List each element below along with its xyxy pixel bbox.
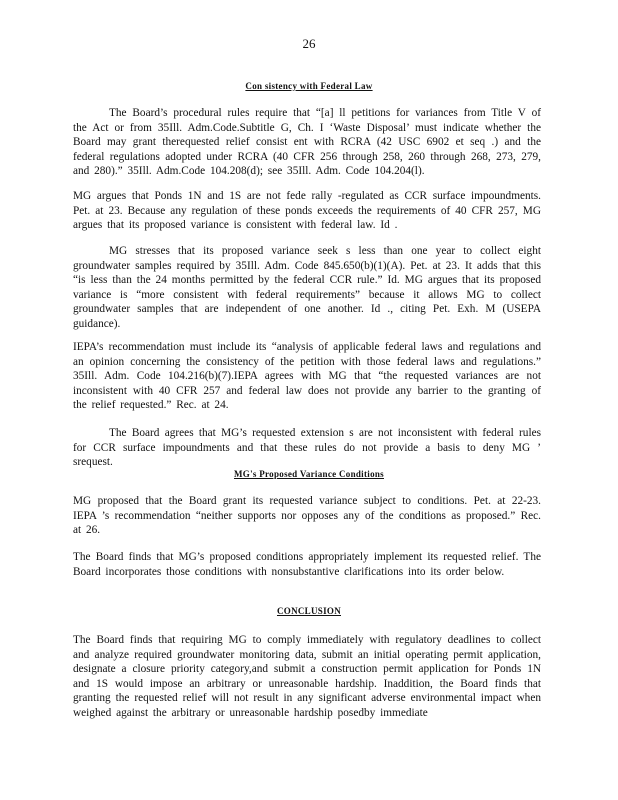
paragraph-board-finds-conditions: The Board finds that MG’s proposed conditions appropriately implement its requested relief. The Board incorporates those conditions with nonsubstantive clarifications into its order below. <box>73 551 541 578</box>
paragraph-mg-stresses: MG stresses that its proposed variance seek s less than one year to collect eight groundwater samples required by 35Ill. Adm. Code 845.650(b)(1)(A). Pet. at 23. It adds that this “is less than the 24 months permitted by the federal CCR rule.” Id. MG argues that its proposed variance is “more consistent with federal requirements” because it allows MG to collect groundwater samples that are independent of one another. Id ., citing Pet. Exh. M (USEPA guidance). <box>73 245 541 330</box>
paragraph-mg-argues-ponds: MG argues that Ponds 1N and 1S are not fede rally -regulated as CCR surface impoundments. Pet. at 23. Because any regulation of these ponds exceeds the requirements of 40 CFR 257, MG argues that its proposed variance is consistent with federal law. Id . <box>73 190 541 232</box>
section-heading-consistency: Con sistency with Federal Law <box>245 81 373 91</box>
paragraph-iepa-recommendation: IEPA’s recommendation must include its “analysis of applicable federal laws and regulations and an opinion concerning the consistency of the petition with those federal laws and regulations.” 35Ill. Adm. Code 104.216(b)(7).IEPA agrees with MG that “the requested variances are not inconsistent with 40 CFR 257 and federal law does not provide any barrier to the granting of the relief requested.” Rec. at 24. <box>73 341 541 412</box>
paragraph-board-agrees: The Board agrees that MG’s requested extension s are not inconsistent with federal rules for CCR surface impoundments and that these rules do not provide a basis to deny MG ’ srequest. <box>73 427 541 469</box>
section-heading-conditions: MG's Proposed Variance Conditions <box>233 469 384 479</box>
section-heading-conclusion: CONCLUSION <box>276 606 341 616</box>
page-number: 26 <box>302 36 316 51</box>
paragraph-conclusion: The Board finds that requiring MG to comply immediately with regulatory deadlines to collect and analyze required groundwater monitoring data, submit an initial operating permit application, designate a closure priority category,and submit a construction permit application for Ponds 1N and 1S would impose an arbitrary or unreasonable hardship. Inaddition, the Board finds that granting the requested relief will not result in any significant adverse environmental impact when weighed against the arbitrary or unreasonable hardship posedby immediate <box>73 634 541 719</box>
paragraph-mg-proposed: MG proposed that the Board grant its requested variance subject to conditions. Pet. at 22-23. IEPA ’s recommendation “neither supports nor opposes any of the conditions as proposed.” Rec. at 26. <box>73 495 541 537</box>
paragraph-procedural-rules: The Board’s procedural rules require that “[a] ll petitions for variances from Title V of the Act or from 35Ill. Adm.Code.Subtitle G, Ch. I ‘Waste Disposal’ must indicate whether the Board may grant therequested relief consist ent with RCRA (42 USC 6902 et seq .) and the federal regulations adopted under RCRA (40 CFR 256 through 258, 260 through 268, 273, 279, and 280).” 35Ill. Adm.Code 104.208(d); see 35Ill. Adm. Code 104.204(l). <box>73 107 541 178</box>
